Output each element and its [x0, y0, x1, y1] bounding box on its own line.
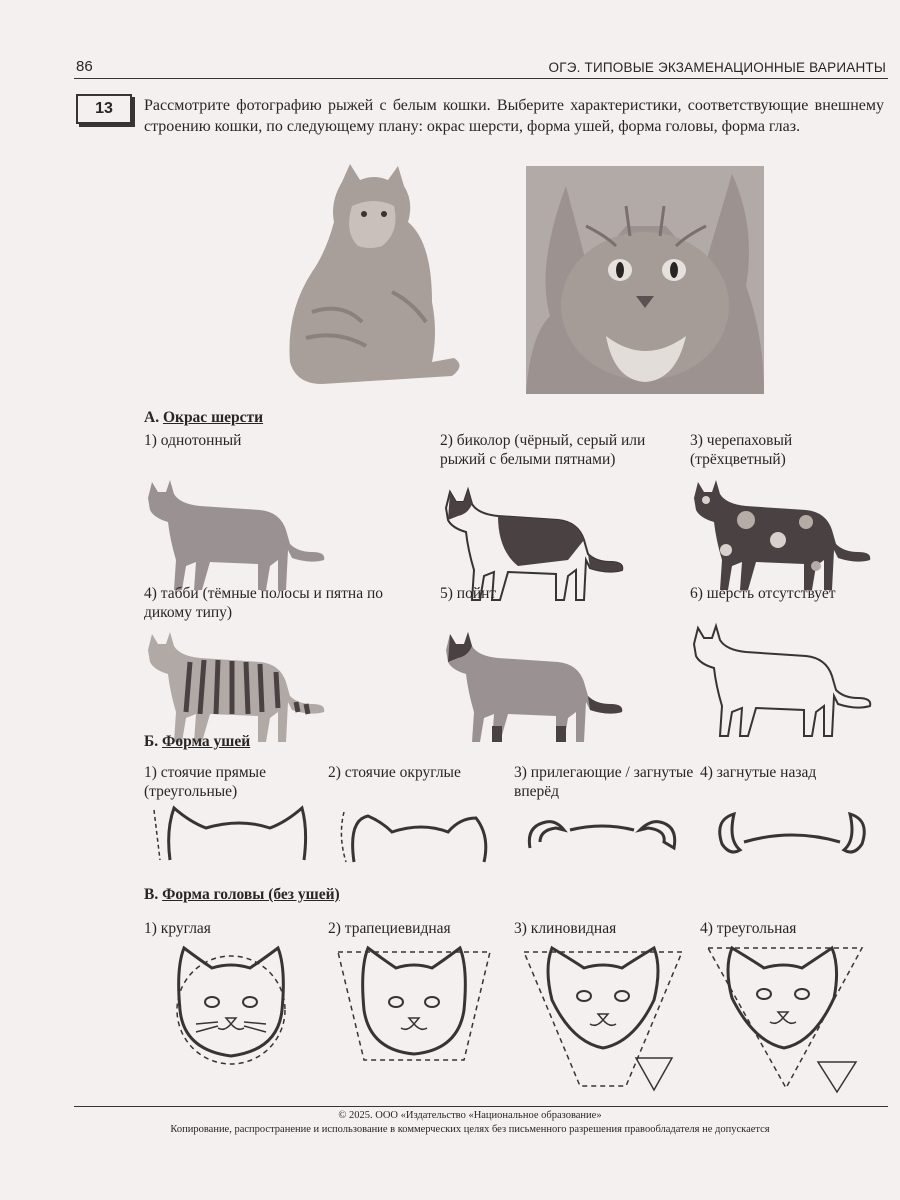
head-round-illustration [166, 938, 296, 1068]
cat-photo-closeup [526, 166, 764, 394]
option-number: 1) [144, 432, 157, 449]
option-number: 2) [328, 764, 341, 781]
ear-option-1 [144, 763, 324, 801]
option-number: 4) [700, 764, 713, 781]
section-a-title [144, 409, 263, 427]
option-label: загнутые назад [716, 764, 817, 781]
option-label: прилегающие / загнутые вперёд [514, 764, 694, 800]
option-number: 3) [690, 432, 703, 449]
cat-hairless-illustration [686, 616, 876, 740]
ears-curled-back-illustration [710, 800, 874, 860]
option-label: стоячие прямые (треугольные) [144, 764, 266, 800]
option-number: 3) [514, 920, 527, 937]
footer-notice: Копирование, распространение и использование в коммерческих целях без письменного разрешения правообладателя не допускается [170, 1124, 770, 1135]
option-label: треугольная [716, 920, 797, 937]
cat-solid-illustration [140, 470, 330, 594]
ear-option-2 [328, 763, 488, 782]
footer-divider [74, 1106, 888, 1107]
ear-option-4 [700, 763, 900, 782]
section-a-letter: А. [144, 409, 160, 426]
option-label: шерсть отсутствует [706, 585, 836, 602]
coat-option-6 [690, 584, 890, 603]
option-number: 2) [328, 920, 341, 937]
footer-copyright: © 2025. ООО «Издательство «Национальное образование» [338, 1110, 602, 1121]
option-number: 6) [690, 585, 703, 602]
head-option-2 [328, 919, 508, 938]
option-number: 5) [440, 585, 453, 602]
task-number: 13 [95, 100, 113, 117]
section-a-heading: Окрас шерсти [162, 409, 264, 426]
option-label: черепаховый (трёхцветный) [690, 432, 793, 468]
option-number: 1) [144, 920, 157, 937]
coat-option-1 [144, 431, 404, 450]
cat-tabby-illustration [140, 622, 330, 746]
task-number-box [76, 94, 132, 124]
option-number: 3) [514, 764, 527, 781]
ear-option-3 [514, 763, 704, 801]
cat-point-illustration [438, 622, 628, 746]
head-option-4 [700, 919, 880, 938]
option-label: круглая [160, 920, 211, 937]
section-b-heading: Форма ушей [162, 733, 251, 750]
ears-straight-triangular-illustration [150, 800, 320, 866]
cat-tortoiseshell-illustration [686, 470, 876, 594]
header-divider [74, 78, 888, 79]
head-triangular-illustration [702, 938, 872, 1098]
section-c-title [144, 886, 340, 904]
head-option-3 [514, 919, 694, 938]
option-number: 4) [700, 920, 713, 937]
ears-folded-forward-illustration [520, 812, 684, 852]
option-label: однотонный [160, 432, 242, 449]
section-c-letter: В. [144, 886, 159, 903]
option-number: 4) [144, 585, 157, 602]
section-c-heading: Форма головы (без ушей) [162, 886, 340, 903]
section-b-title [144, 733, 250, 751]
option-label: табби (тёмные полосы и пятна по дикому типу) [144, 585, 384, 621]
ears-rounded-illustration [338, 806, 498, 866]
section-b-letter: Б. [144, 733, 159, 750]
option-label: трапециевидная [344, 920, 451, 937]
coat-option-5 [440, 584, 640, 603]
task-text: Рассмотрите фотографию рыжей с белым кошки. Выберите характеристики, соответствующие внешнему строению кошки, по следующему плану: окрас шерсти, форма ушей, форма головы, форма глаз. [144, 97, 884, 135]
option-label: клиновидная [530, 920, 617, 937]
cat-photo-sitting [282, 162, 466, 392]
option-number: 1) [144, 764, 157, 781]
coat-option-2 [440, 431, 650, 469]
head-trapezoid-illustration [334, 938, 494, 1068]
coat-option-3 [690, 431, 860, 469]
head-option-1 [144, 919, 304, 938]
option-label: стоячие округлые [344, 764, 461, 781]
option-label: пойнт [456, 585, 497, 602]
page-number: 86 [76, 58, 93, 75]
head-wedge-illustration [518, 938, 688, 1098]
option-label: биколор (чёрный, серый или рыжий с белыми пятнами) [440, 432, 646, 468]
option-number: 2) [440, 432, 453, 449]
coat-option-4 [144, 584, 404, 622]
running-title: ОГЭ. ТИПОВЫЕ ЭКЗАМЕНАЦИОННЫЕ ВАРИАНТЫ [548, 60, 886, 75]
